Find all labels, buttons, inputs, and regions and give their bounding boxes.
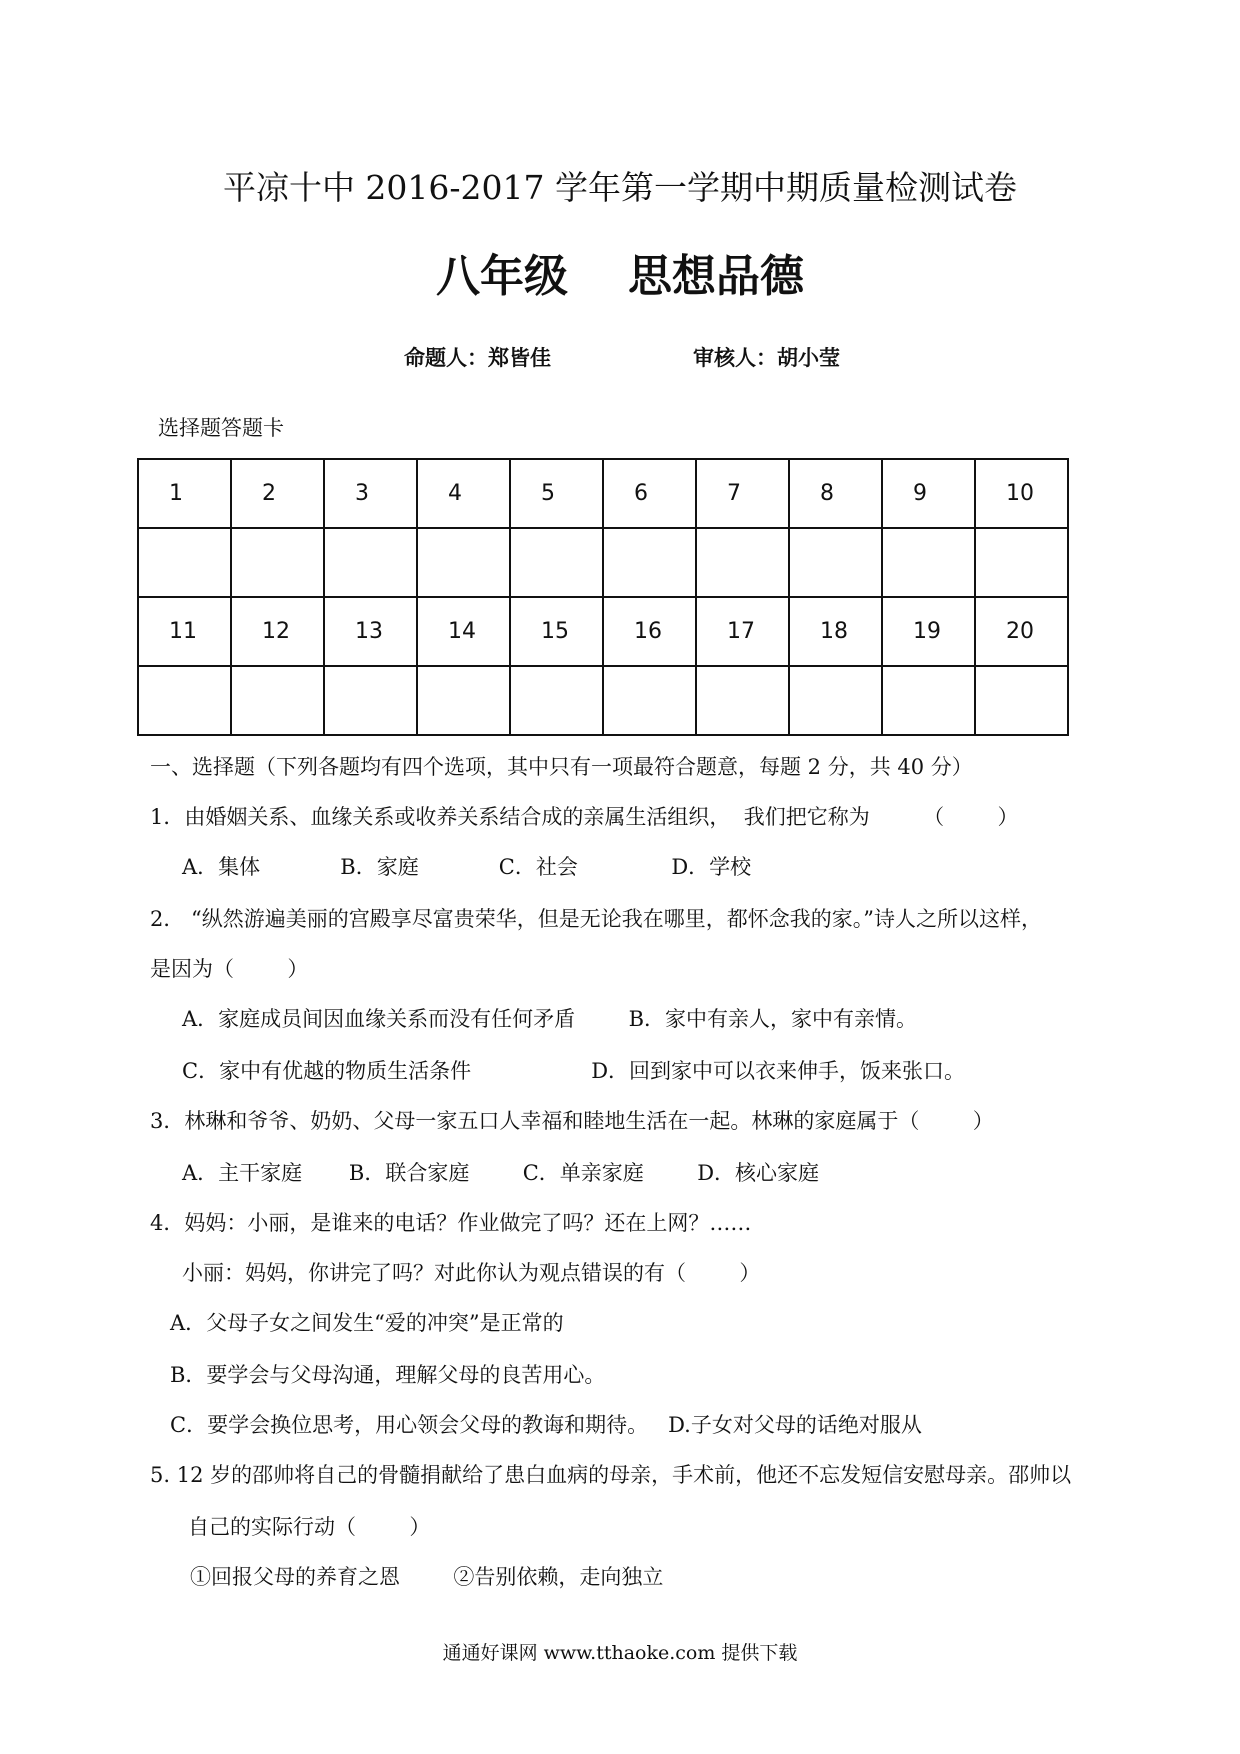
- answer-card-number-cell: 4: [417, 459, 510, 528]
- question-4-option-a: A．父母子女之间发生“爱的冲突”是正常的: [170, 1311, 564, 1335]
- answer-card-number-cell: 3: [324, 459, 417, 528]
- answer-card-number-cell: 18: [789, 597, 882, 666]
- answer-card-number-cell: 5: [510, 459, 603, 528]
- answer-card-blank-cell[interactable]: [510, 666, 603, 735]
- answer-card-blank-cell[interactable]: [324, 528, 417, 597]
- question-4-stem: 4．妈妈：小丽，是谁来的电话？作业做完了吗？还在上网？……: [150, 1211, 752, 1235]
- answer-card-blank-cell[interactable]: [882, 666, 975, 735]
- answer-card-blank-cell[interactable]: [696, 666, 789, 735]
- answer-card-blank-cell[interactable]: [510, 528, 603, 597]
- answer-card-blank-cell[interactable]: [417, 528, 510, 597]
- answer-card-blank-cell[interactable]: [975, 528, 1068, 597]
- question-4-stem-cont: 小丽：妈妈，你讲完了吗？对此你认为观点错误的有（ ）: [182, 1261, 761, 1285]
- footer-source: 通通好课网 www.tthaoke.com 提供下载: [442, 1642, 798, 1664]
- answer-card-blank-cell[interactable]: [882, 528, 975, 597]
- answer-card-row: [138, 528, 1068, 597]
- grade-label: 八年级: [436, 251, 568, 302]
- question-3-stem: 3．林琳和爷爷、奶奶、父母一家五口人幸福和睦地生活在一起。林琳的家庭属于（ ）: [150, 1109, 994, 1133]
- answer-card-number-cell: 8: [789, 459, 882, 528]
- question-2-stem-cont: 是因为（ ）: [150, 957, 309, 981]
- question-5-options: ①回报父母的养育之恩 ②告别依赖，走向独立: [190, 1565, 664, 1589]
- answer-card-blank-cell[interactable]: [231, 666, 324, 735]
- answer-card-blank-cell[interactable]: [138, 528, 231, 597]
- author-line: 命题人：郑皆佳: [404, 346, 551, 370]
- question-4-option-cd: C．要学会换位思考，用心领会父母的教诲和期待。 D.子女对父母的话绝对服从: [170, 1413, 922, 1437]
- answer-card-number-cell: 17: [696, 597, 789, 666]
- question-2-stem: 2． “纵然游遍美丽的宫殿享尽富贵荣华，但是无论我在哪里，都怀念我的家。”诗人之所以这样，: [150, 907, 1043, 931]
- answer-card-number-cell: 6: [603, 459, 696, 528]
- answer-card-number-cell: 15: [510, 597, 603, 666]
- exam-title: 平凉十中 2016-2017 学年第一学期中期质量检测试卷: [222, 168, 1018, 207]
- answer-card-number-cell: 11: [138, 597, 231, 666]
- answer-card-number-cell: 12: [231, 597, 324, 666]
- question-1-options: A．集体 B．家庭 C．社会 D．学校: [182, 855, 752, 879]
- answer-card-blank-cell[interactable]: [603, 528, 696, 597]
- answer-card-blank-cell[interactable]: [603, 666, 696, 735]
- question-4-option-b: B．要学会与父母沟通，理解父母的良苦用心。: [170, 1363, 606, 1387]
- question-5-stem: 5. 12 岁的邵帅将自己的骨髓捐献给了患白血病的母亲，手术前，他还不忘发短信安慰母亲。邵帅以: [150, 1463, 1072, 1487]
- answer-card-blank-cell[interactable]: [231, 528, 324, 597]
- answer-card-blank-cell[interactable]: [789, 666, 882, 735]
- answer-card-number-cell: 9: [882, 459, 975, 528]
- answer-card-row: [138, 666, 1068, 735]
- answer-card-number-cell: 14: [417, 597, 510, 666]
- question-1-stem: 1．由婚姻关系、血缘关系或收养关系结合成的亲属生活组织， 我们把它称为 （ ）: [150, 805, 1019, 829]
- answer-card-blank-cell[interactable]: [138, 666, 231, 735]
- answer-card-number-cell: 2: [231, 459, 324, 528]
- subject-label: 思想品德: [628, 251, 804, 302]
- question-2-options-cd: C．家中有优越的物质生活条件 D．回到家中可以衣来伸手，饭来张口。: [182, 1059, 966, 1083]
- answer-card-blank-cell[interactable]: [789, 528, 882, 597]
- question-3-options: A．主干家庭 B．联合家庭 C．单亲家庭 D．核心家庭: [182, 1161, 820, 1185]
- answer-card-row: [138, 459, 1068, 528]
- answer-card-number-cell: 13: [324, 597, 417, 666]
- reviewer-line: 审核人：胡小莹: [693, 346, 840, 370]
- answer-card-number-cell: 20: [975, 597, 1068, 666]
- answer-card-label: 选择题答题卡: [158, 416, 284, 440]
- section-heading: 一、选择题（下列各题均有四个选项，其中只有一项最符合题意，每题 2 分，共 40 分）: [150, 755, 973, 779]
- answer-card-number-cell: 16: [603, 597, 696, 666]
- question-2-options-ab: A．家庭成员间因血缘关系而没有任何矛盾 B．家中有亲人，家中有亲情。: [182, 1007, 917, 1031]
- answer-card-number-cell: 10: [975, 459, 1068, 528]
- answer-card-blank-cell[interactable]: [975, 666, 1068, 735]
- answer-card-number-cell: 19: [882, 597, 975, 666]
- answer-card-blank-cell[interactable]: [324, 666, 417, 735]
- answer-card-row: [138, 597, 1068, 666]
- answer-card-number-cell: 7: [696, 459, 789, 528]
- answer-card-blank-cell[interactable]: [696, 528, 789, 597]
- exam-subtitle: [0, 240, 1240, 304]
- question-5-stem-cont: 自己的实际行动（ ）: [188, 1515, 431, 1539]
- answer-card-number-cell: 1: [138, 459, 231, 528]
- answer-card-blank-cell[interactable]: [417, 666, 510, 735]
- answer-card-table: [137, 458, 1069, 736]
